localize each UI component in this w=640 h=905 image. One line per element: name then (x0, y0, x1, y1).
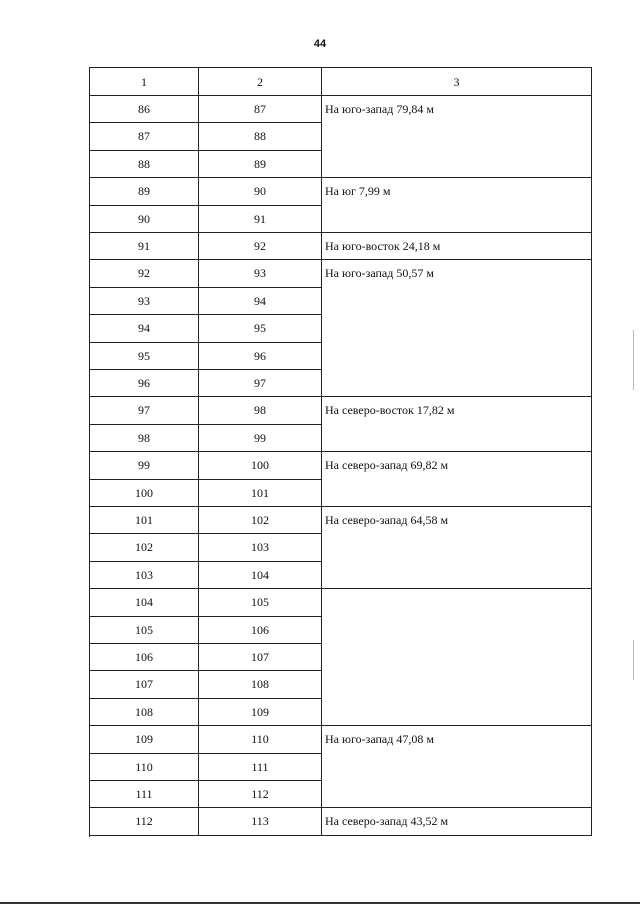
table-cell-from-point: 93 (90, 288, 199, 315)
table-cell-from-point: 102 (90, 534, 199, 561)
table-cell-to-point: 97 (199, 370, 322, 397)
table-cell-to-point: 106 (199, 617, 322, 644)
table-cell-from-point: 86 (90, 96, 199, 123)
table-cell-from-point: 109 (90, 726, 199, 753)
table-cell-from-point: 100 (90, 480, 199, 507)
table-cell-to-point: 89 (199, 151, 322, 178)
table-cell-to-point: 111 (199, 754, 322, 781)
table-cell-from-point: 107 (90, 671, 199, 698)
table-cell-to-point: 109 (199, 699, 322, 726)
table-cell-direction: На юго-запад 79,84 м (322, 96, 592, 178)
page-bottom-rule (0, 902, 640, 904)
table-cell-from-point: 97 (90, 397, 199, 424)
table-cell-from-point: 88 (90, 151, 199, 178)
table-cell-from-point: 106 (90, 644, 199, 671)
table-cell-direction: На юг 7,99 м (322, 178, 592, 233)
table-cell-to-point: 104 (199, 562, 322, 589)
table-cell-to-point: 107 (199, 644, 322, 671)
table-cell-direction: На северо-запад 64,58 м (322, 507, 592, 589)
table-cell-from-point: 94 (90, 315, 199, 342)
table-cell-from-point: 112 (90, 808, 199, 835)
table-cell-from-point: 105 (90, 617, 199, 644)
table-cell-direction (322, 589, 592, 726)
table-cell-from-point: 108 (90, 699, 199, 726)
table-cell-to-point: 87 (199, 96, 322, 123)
table-cell-to-point: 100 (199, 452, 322, 479)
table-cell-to-point: 99 (199, 425, 322, 452)
table-cell-to-point: 96 (199, 343, 322, 370)
table-cell-from-point: 89 (90, 178, 199, 205)
table-cell-from-point: 95 (90, 343, 199, 370)
header-col-3: 3 (322, 68, 592, 96)
table-cell-from-point: 110 (90, 754, 199, 781)
table-cell-direction: На юго-запад 47,08 м (322, 726, 592, 808)
table-cell-to-point: 108 (199, 671, 322, 698)
table-cell-from-point: 101 (90, 507, 199, 534)
table-cell-to-point: 113 (199, 808, 322, 835)
table-cell-direction: На юго-запад 50,57 м (322, 260, 592, 397)
header-col-2: 2 (199, 68, 322, 96)
table-cell-to-point: 88 (199, 123, 322, 150)
table-cell-from-point: 92 (90, 260, 199, 287)
table-cell-to-point: 92 (199, 233, 322, 260)
page-number: 44 (313, 38, 327, 50)
table-cell-direction: На северо-запад 43,52 м (322, 808, 592, 835)
table-cell-from-point: 99 (90, 452, 199, 479)
table-cell-to-point: 93 (199, 260, 322, 287)
table-cell-to-point: 112 (199, 781, 322, 808)
table-cell-from-point: 98 (90, 425, 199, 452)
table-cell-to-point: 110 (199, 726, 322, 753)
table-cell-from-point: 104 (90, 589, 199, 616)
table-cell-to-point: 105 (199, 589, 322, 616)
table-cell-to-point: 101 (199, 480, 322, 507)
table-cell-to-point: 98 (199, 397, 322, 424)
table-cell-to-point: 95 (199, 315, 322, 342)
table-cell-from-point: 111 (90, 781, 199, 808)
table-cell-from-point: 96 (90, 370, 199, 397)
table-cell-from-point: 91 (90, 233, 199, 260)
table-cell-direction: На северо-запад 69,82 м (322, 452, 592, 507)
table-cell-from-point: 90 (90, 206, 199, 233)
table-cell-from-point: 87 (90, 123, 199, 150)
table-cell-from-point: 103 (90, 562, 199, 589)
table-cell-to-point: 103 (199, 534, 322, 561)
scan-edge-mark (633, 330, 634, 390)
table-cell-to-point: 90 (199, 178, 322, 205)
table-cell-direction: На северо-восток 17,82 м (322, 397, 592, 452)
coordinates-table (89, 67, 592, 837)
header-col-1: 1 (90, 68, 199, 96)
table-cell-to-point: 94 (199, 288, 322, 315)
table-cell-to-point: 102 (199, 507, 322, 534)
table-cell-direction: На юго-восток 24,18 м (322, 233, 592, 260)
scan-edge-mark (633, 640, 634, 680)
table-cell-to-point: 91 (199, 206, 322, 233)
